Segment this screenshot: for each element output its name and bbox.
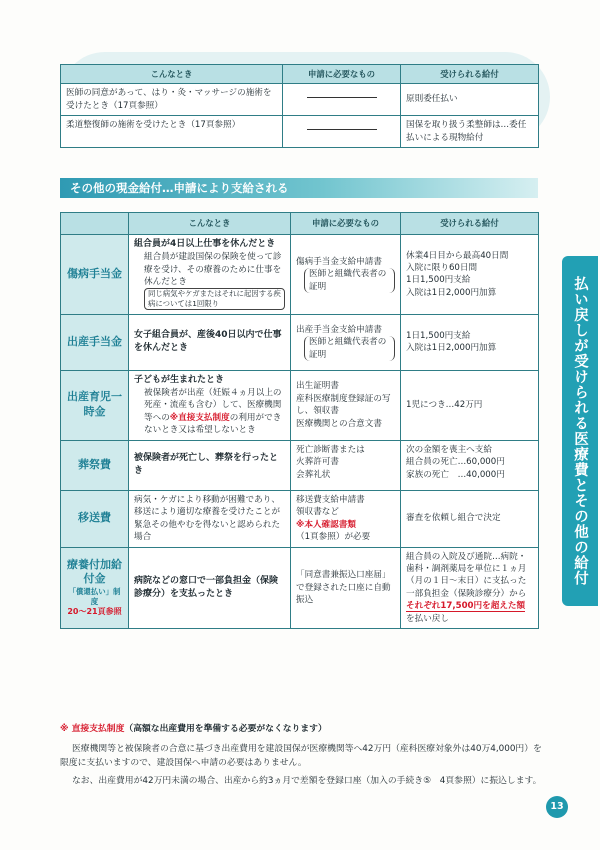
- benefit-cell: [401, 314, 539, 370]
- required-line: 会葬礼状: [296, 469, 331, 480]
- required-line: 出生証明書: [296, 381, 339, 392]
- blank-line: [307, 129, 377, 130]
- required-tail: が必要: [344, 532, 371, 543]
- condition-main: 病院などの窓口で一部負担金（保険診療分）を支払ったとき: [134, 575, 279, 599]
- benefit-line: 入院に限り60日間: [406, 262, 478, 273]
- required-cell: [291, 547, 401, 629]
- condition-main: 被保険者が死亡し、葬祭を行ったとき: [134, 453, 279, 477]
- column-header: こんなとき: [61, 65, 283, 84]
- when-cell: 医師の同意があって、はり・灸・マッサージの施術を受けたとき（17頁参照）: [61, 84, 283, 116]
- footnote-paragraph: なお、出産費用が42万円未満の場合、出産から約3ヵ月で差額を登録口座（加入の手続き⑤ 4頁参照）に振込します。: [72, 776, 542, 786]
- benefit-line: 審査を依頼し組合で決定: [406, 513, 501, 524]
- row-label: 傷病手当金: [61, 235, 129, 315]
- table-row: [61, 547, 539, 629]
- row-label: [61, 547, 129, 629]
- footnote-title-rest: （高額な出産費用を準備する必要がなくなります）: [124, 724, 327, 734]
- condition-main: 女子組合員が、産後40日以内で仕事を休んだとき: [134, 330, 282, 354]
- benefit-cell: [401, 547, 539, 629]
- table-row: [61, 84, 539, 116]
- page-reference: （1頁参照）: [296, 532, 345, 543]
- required-line: 移送費支給申請書: [296, 494, 365, 505]
- required-paren: 医師と組織代表者の証明: [304, 268, 395, 293]
- column-header: こんなとき: [129, 213, 291, 235]
- table-row: [61, 314, 539, 370]
- required-line: [296, 531, 395, 543]
- table-header-row: [61, 213, 539, 235]
- id-document-note: ※本人確認書類: [296, 519, 356, 530]
- direct-payment-note: ※直接支払制度: [169, 412, 230, 423]
- page-number: 13: [546, 796, 568, 818]
- required-cell: [291, 314, 401, 370]
- row-label-reference: 20～21頁参照: [67, 607, 122, 617]
- benefit-cell: [401, 490, 539, 547]
- column-header: 受けられる給付: [401, 213, 539, 235]
- condition-note: 同じ病気やケガまたはそれに起因する疾病については1回限り: [144, 288, 285, 310]
- when-cell: [129, 235, 291, 315]
- condition-detail: 病気・ケガにより移動が困難であり、移送により適切な療養を受けたことが緊急その他やむを得ないと認められた場合: [134, 494, 281, 543]
- table-row: [61, 235, 539, 315]
- benefit-line: 入院は1日2,000円加算: [406, 287, 497, 298]
- benefit-text: を払い戻し: [406, 613, 449, 624]
- benefit-line: 1日1,500円支給: [406, 330, 471, 341]
- benefit-cell: [401, 440, 539, 490]
- row-label: 葬祭費: [61, 440, 129, 490]
- required-cell: [283, 116, 401, 148]
- benefit-cell: 原則委任払い: [401, 84, 539, 116]
- column-header: 申請に必要なもの: [283, 65, 401, 84]
- blank-line: [307, 97, 377, 98]
- row-label: 出産手当金: [61, 314, 129, 370]
- benefit-line: 休業4日目から最高40日間: [406, 250, 509, 261]
- condition-text: の利用ができないとき又は希望しないとき: [144, 412, 282, 436]
- benefit-line: 1児につき…42万円: [406, 400, 483, 411]
- when-cell: [129, 370, 291, 440]
- when-cell: [129, 490, 291, 547]
- required-line: 火葬許可書: [296, 457, 339, 468]
- benefit-line: 家族の死亡 …40,000円: [406, 469, 505, 480]
- column-header: [61, 213, 129, 235]
- table-row: [61, 490, 539, 547]
- required-cell: [291, 370, 401, 440]
- condition-main: 組合員が4日以上仕事を休んだとき: [134, 239, 276, 249]
- required-cell: [291, 235, 401, 315]
- row-label: 出産育児一時金: [61, 370, 129, 440]
- condition-detail: [134, 387, 285, 437]
- required-line: 領収書など: [296, 507, 339, 518]
- when-cell: [129, 547, 291, 629]
- benefit-cell: [401, 235, 539, 315]
- required-cell: [291, 440, 401, 490]
- when-cell: 柔道整復師の施術を受けたとき（17頁参照）: [61, 116, 283, 148]
- table-header-row: [61, 65, 539, 84]
- section-title: その他の現金給付…申請により支給される: [60, 178, 538, 198]
- when-cell: [129, 440, 291, 490]
- benefit-line: 次の金額を喪主へ支給: [406, 444, 492, 455]
- benefit-line: 1日1,500円支給: [406, 275, 471, 286]
- benefit-cell: 国保を取り扱う柔整師は…委任払いによる現物給付: [401, 116, 539, 148]
- column-header: 受けられる給付: [401, 65, 539, 84]
- benefit-line: 組合員の死亡…60,000円: [406, 457, 505, 468]
- required-cell: [291, 490, 401, 547]
- footnote-paragraph: 医療機関等と被保険者の合意に基づき出産費用を建設国保が医療機関等へ42万円（産科医療対象外は40万4,000円）を限度に支払いますので、建設国保へ申請の必要はありません。: [60, 744, 542, 769]
- condition-detail: 組合員が建設国保の保険を使って診療を受け、その療養のために仕事を休んだとき: [144, 252, 282, 287]
- benefit-text: 組合員の入院及び通院…病院・歯科・調剤薬局を単位に１ヵ月（月の１日～末日）に支払った一部負担金（保険診療分）から: [406, 551, 527, 599]
- benefit-highlight: それぞれ17,500円を超えた額: [406, 601, 526, 612]
- required-line: 「同意書兼振込口座届」で登録された口座に自動振込: [296, 570, 391, 606]
- footnote-title-red: ※ 直接支払制度: [60, 724, 125, 734]
- other-benefits-table: [60, 212, 539, 629]
- column-header: 申請に必要なもの: [291, 213, 401, 235]
- top-benefit-table: [60, 64, 539, 148]
- row-label: 移送費: [61, 490, 129, 547]
- table-row: [61, 370, 539, 440]
- condition-main: 子どもが生まれたとき: [134, 374, 225, 385]
- required-main: 傷病手当金支給申請書: [296, 256, 382, 267]
- row-label-main: 療養付加給付金: [67, 557, 122, 586]
- required-line: 死亡診断書または: [296, 444, 365, 455]
- benefit-cell: [401, 370, 539, 440]
- when-cell: [129, 314, 291, 370]
- table-row: [61, 116, 539, 148]
- row-label-sub: 「償還払い」制度: [68, 587, 121, 607]
- condition-text: 被保険者が出産（妊娠４ヵ月以上の死産・流産も含む）して、医療機関等への: [144, 387, 282, 423]
- chapter-sidebar-tab: 払い戻しが受けられる医療費とその他の給付: [562, 256, 598, 606]
- benefit-line: 入院は1日2,000円加算: [406, 343, 497, 354]
- required-main: 出産手当金支給申請書: [296, 324, 382, 335]
- table-row: [61, 440, 539, 490]
- required-line: 医療機関との合意文書: [296, 418, 382, 429]
- required-paren: 医師と組織代表者の証明: [304, 336, 395, 361]
- required-line: 産科医療制度登録証の写し、領収書: [296, 393, 391, 417]
- footnote-title: [60, 722, 545, 736]
- required-cell: [283, 84, 401, 116]
